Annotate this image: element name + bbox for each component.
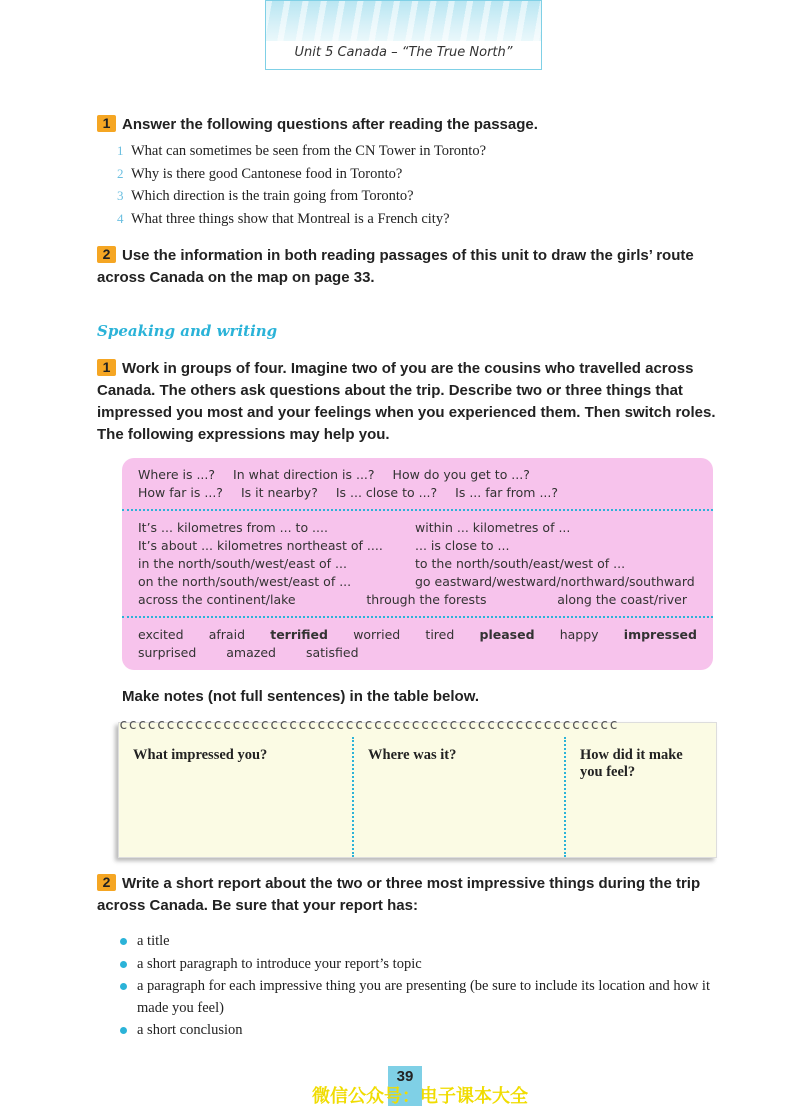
unit-banner (265, 0, 542, 70)
task-number-badge: 2 (97, 874, 116, 891)
table-header: Where was it? (354, 737, 566, 857)
task-title: Work in groups of four. Imagine two of you are the cousins who travelled across Canada. The others ask questions about the trip. Describe two or three things that impressed you most and your feelings when you experienced them. Then switch roles. The following expressions may help you. (97, 360, 716, 443)
list-item: 4 What three things show that Montreal is a French city? (117, 210, 450, 227)
table-header: How did it make you feel? (580, 747, 683, 780)
reading-task-2 (97, 245, 717, 289)
section-heading: Speaking and writing (97, 322, 278, 340)
task-title: Use the information in both reading passages of this unit to draw the girls’ route across Canada on the map on page 33. (97, 247, 694, 286)
task-title: Write a short report about the two or three most impressive things during the trip across Canada. Be sure that your report has: (97, 875, 701, 914)
notes-table (118, 717, 717, 858)
list-item: a short paragraph to introduce your report’s topic (119, 954, 717, 976)
report-checklist (119, 931, 717, 1042)
table-header: What impressed you? (119, 737, 354, 857)
expression-row: How far is ...? Is it nearby? Is ... close to ...? Is ... far from ...? (138, 485, 559, 500)
list-item: a short conclusion (119, 1020, 717, 1042)
dotted-divider (122, 509, 713, 511)
feeling-words: surprised amazed satisfied (138, 645, 359, 660)
reading-task-1 (97, 114, 717, 230)
list-item: 2 Why is there good Cantonese food in Toronto? (117, 165, 403, 182)
writing-task-2 (97, 873, 717, 1043)
task-number-badge: 1 (97, 359, 116, 376)
watermark-text: 微信公众号：电子课本大全 (312, 1086, 528, 1107)
list-item: 3 Which direction is the train going from Toronto? (117, 188, 414, 204)
list-item: a title (119, 931, 717, 953)
feeling-words: excited afraid terrified worried tired pleased happy impressed (138, 627, 697, 642)
route-expressions: across the continent/lake through the forests along the coast/river (138, 592, 687, 607)
list-item: a paragraph for each impressive thing you are presenting (be sure to include its location and how it made you feel) (119, 976, 717, 1019)
banner-image (266, 1, 541, 41)
question-list (117, 140, 717, 230)
expression-row: Where is ...? In what direction is ...? How do you get to ...? (138, 467, 530, 482)
task-number-badge: 1 (97, 115, 116, 132)
task-title: Answer the following questions after reading the passage. (122, 116, 538, 133)
dotted-divider (122, 616, 713, 618)
location-expressions: It’s ... kilometres from ... to .... within ... kilometres of ... It’s about ... kilometres northeast of .... ... is close to ... in the north/south/west/east of ... to the north/south/east/west of ... on the north/south/west/east of ... go eastward/westward/northward/southward (138, 520, 695, 589)
notes-instruction: Make notes (not full sentences) in the table below. (122, 688, 479, 705)
spiral-binding: ccccccccccccccccccccccccccccccccccccccccccccccccccccc (119, 717, 619, 731)
expressions-box (122, 458, 713, 670)
task-number-badge: 2 (97, 246, 116, 263)
list-item: 1 What can sometimes be seen from the CN Tower in Toronto? (117, 143, 487, 159)
unit-title: Unit 5 Canada – “The True North” (294, 45, 513, 60)
speaking-task-1 (97, 358, 717, 446)
page-number: 39 (388, 1066, 422, 1106)
